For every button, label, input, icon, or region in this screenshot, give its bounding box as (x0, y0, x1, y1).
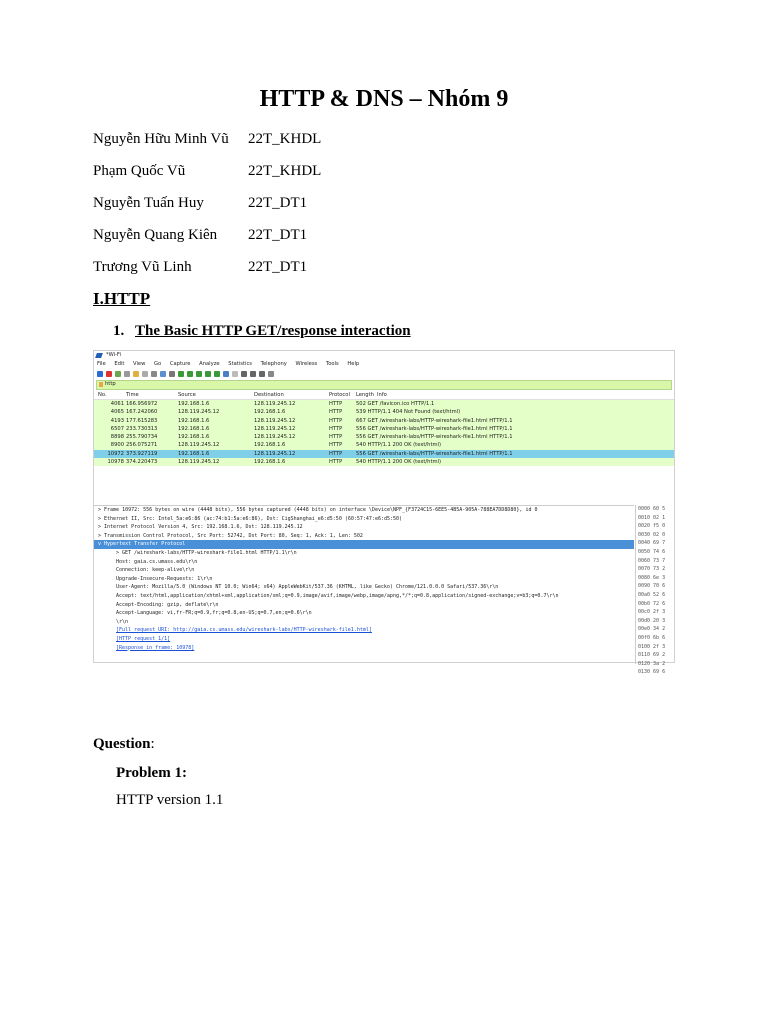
packet-proto: HTTP (329, 425, 343, 432)
col-no[interactable]: No. (98, 392, 107, 398)
packet-row[interactable] (94, 400, 674, 408)
packet-proto: HTTP (329, 401, 343, 407)
display-filter-input[interactable] (96, 380, 672, 390)
detail-line[interactable]: > Ethernet II, Src: Intel_5a:e6:86 (ac:74:b1:5a:e6:86), Dst: CigShanghai_e6:d5:50 (60:57:47:e6:d5:50) (98, 515, 403, 522)
detail-line[interactable]: Accept-Encoding: gzip, deflate\r\n (116, 601, 219, 608)
menu-wireless[interactable]: Wireless (295, 361, 318, 367)
detail-line[interactable]: > GET /wireshark-labs/HTTP-wireshark-file1.html HTTP/1.1\r\n (116, 549, 297, 556)
member-row (93, 227, 307, 244)
col-info[interactable]: Info (377, 392, 387, 398)
packet-dst: 128.119.245.12 (254, 450, 296, 457)
ws-menubar (94, 360, 674, 368)
hex-line: 0060 73 7 (638, 557, 666, 564)
packet-time: 374.220473 (126, 459, 158, 466)
detail-line[interactable]: [Full request URI: http://gaia.cs.umass.edu/wireshark-labs/HTTP-wireshark-file1.html] (116, 627, 372, 634)
options-icon[interactable] (124, 371, 130, 377)
packet-dst: 128.119.245.12 (254, 425, 296, 432)
packet-time: 233.730313 (126, 425, 158, 432)
subsection-title: The Basic HTTP GET/response interaction (135, 323, 411, 339)
zoom-out-icon[interactable] (250, 371, 256, 377)
hex-line: 00b0 72 6 (638, 600, 666, 607)
packet-dst: 192.168.1.6 (254, 442, 286, 449)
col-destination[interactable]: Destination (254, 392, 284, 398)
menu-edit[interactable]: Edit (114, 361, 125, 367)
packet-time: 373.927119 (126, 450, 158, 457)
problem-answer: HTTP version 1.1 (116, 792, 224, 808)
hex-line: 0120 3a 2 (638, 660, 666, 667)
packet-src: 128.119.245.12 (178, 459, 220, 466)
hex-line: 0000 60 5 (638, 506, 666, 512)
find-icon[interactable] (169, 371, 175, 377)
packet-row[interactable] (94, 450, 674, 458)
detail-line[interactable]: > Transmission Control Protocol, Src Port: 52742, Dst Port: 80, Seq: 1, Ack: 1, Len: 502 (98, 532, 363, 539)
detail-line[interactable]: [Response in frame: 10978] (116, 644, 195, 651)
menu-analyze[interactable]: Analyze (199, 361, 220, 367)
packet-info: 540 HTTP/1.1 200 OK (text/html) (356, 459, 442, 466)
subsection-number: 1. (113, 323, 125, 339)
member-class: 22T_KHDL (248, 131, 322, 147)
detail-line[interactable]: Host: gaia.cs.umass.edu\r\n (116, 558, 198, 565)
start-capture-icon[interactable] (97, 371, 103, 377)
menu-statistics[interactable]: Statistics (228, 361, 252, 367)
packet-no: 4061 (110, 401, 124, 407)
member-row (93, 195, 307, 212)
menu-tools[interactable]: Tools (325, 361, 339, 367)
member-name: Trương Vũ Linh (93, 259, 192, 275)
packet-dst: 128.119.245.12 (254, 434, 296, 441)
member-name: Phạm Quốc Vũ (93, 163, 186, 179)
detail-line[interactable]: v Hypertext Transfer Protocol (94, 540, 634, 549)
col-source[interactable]: Source (178, 392, 196, 398)
menu-file[interactable]: File (97, 361, 106, 367)
packet-info: 502 GET /favicon.ico HTTP/1.1 (356, 401, 435, 407)
packet-row[interactable] (94, 425, 674, 433)
packet-info: 539 HTTP/1.1 404 Not Found (text/html) (356, 409, 461, 416)
member-name: Nguyễn Tuấn Huy (93, 195, 204, 211)
packet-proto: HTTP (329, 450, 343, 457)
hex-line: 0110 69 2 (638, 652, 666, 659)
menu-capture[interactable]: Capture (169, 361, 191, 367)
packet-no: 4193 (110, 417, 124, 424)
packet-src: 128.119.245.12 (178, 409, 220, 416)
packet-row[interactable] (94, 417, 674, 425)
packet-info: 556 GET /wireshark-labs/HTTP-wireshark-file1.html HTTP/1.1 (356, 450, 513, 457)
packet-src: 192.168.1.6 (178, 417, 210, 424)
packet-src: 192.168.1.6 (178, 425, 210, 432)
packet-no: 10978 (107, 459, 124, 466)
save-file-icon[interactable] (142, 371, 148, 377)
packet-proto: HTTP (329, 459, 343, 466)
packet-proto: HTTP (329, 417, 343, 424)
packet-no: 4065 (110, 409, 124, 416)
problem-heading: Problem 1: (116, 765, 187, 781)
packet-time: 255.790734 (126, 434, 158, 441)
open-file-icon[interactable] (133, 371, 139, 377)
detail-line[interactable]: > Frame 10972: 556 bytes on wire (4448 bits), 556 bytes captured (4448 bits) on interface \Device\NPF_{F3724C15-6EE5-4B5A-905A-788EA7DD8D80}, id 0 (98, 507, 538, 513)
member-row (93, 259, 307, 276)
col-time[interactable]: Time (126, 392, 139, 398)
packet-row[interactable] (94, 458, 674, 466)
ws-toolbar (94, 368, 674, 379)
hex-line: 00c0 2f 3 (638, 609, 666, 616)
detail-line[interactable]: [HTTP request 1/1] (116, 635, 171, 642)
hex-line: 00f0 6b 6 (638, 634, 666, 641)
bookmark-icon[interactable] (99, 382, 103, 387)
member-name: Nguyễn Quang Kiên (93, 227, 218, 243)
packet-no: 6507 (110, 425, 124, 432)
forward-icon[interactable] (187, 371, 193, 377)
page-title: HTTP & DNS – Nhóm 9 (259, 86, 509, 112)
packet-info: 556 GET /wireshark-labs/HTTP-wireshark-file1.html HTTP/1.1 (356, 434, 513, 441)
packet-proto: HTTP (329, 409, 343, 416)
packet-info: 667 GET /wireshark-labs/HTTP-wireshark-file1.html HTTP/1.1 (356, 417, 513, 424)
ws-titlebar (94, 351, 674, 360)
packet-no: 8898 (110, 434, 124, 441)
subsection-heading (113, 323, 411, 340)
packet-dst: 128.119.245.12 (254, 401, 296, 407)
hex-line: 0010 02 1 (638, 514, 666, 521)
detail-line[interactable]: Connection: keep-alive\r\n (116, 567, 195, 574)
resize-columns-icon[interactable] (268, 371, 274, 377)
packet-time: 256.075271 (126, 442, 158, 449)
member-name: Nguyễn Hữu Minh Vũ (93, 131, 229, 147)
colorize-icon[interactable] (232, 371, 238, 377)
packet-row[interactable] (94, 433, 674, 441)
last-packet-icon[interactable] (214, 371, 220, 377)
packet-time: 167.242060 (126, 409, 158, 416)
wireshark-screenshot (93, 350, 675, 676)
packet-row[interactable] (94, 408, 674, 416)
restart-capture-icon[interactable] (115, 371, 121, 377)
hex-line: 0040 69 7 (638, 540, 666, 547)
filter-text: http (105, 381, 116, 387)
packet-src: 128.119.245.12 (178, 442, 220, 449)
question-text: Question (93, 736, 151, 752)
zoom-normal-icon[interactable] (259, 371, 265, 377)
menu-go[interactable]: Go (154, 361, 162, 367)
packet-dst: 192.168.1.6 (254, 459, 286, 466)
packet-src: 192.168.1.6 (178, 401, 210, 407)
detail-line[interactable]: Accept-Language: vi,fr-FR;q=0.9,fr;q=0.8,en-US;q=0.7,en;q=0.6\r\n (116, 610, 312, 617)
hex-line: 0020 f5 0 (638, 523, 666, 530)
hex-line: 0090 70 6 (638, 583, 666, 590)
member-row (93, 163, 321, 180)
reload-icon[interactable] (160, 371, 166, 377)
wireshark-fin-icon (95, 353, 103, 358)
detail-line[interactable]: User-Agent: Mozilla/5.0 (Windows NT 10.0; Win64; x64) AppleWebKit/537.36 (KHTML, like Gecko) Chrome/121.0.0.0 Safari/537.36\r\n (116, 584, 499, 591)
zoom-in-icon[interactable] (241, 371, 247, 377)
packet-no: 8900 (110, 442, 124, 449)
packet-proto: HTTP (329, 442, 343, 449)
packet-src: 192.168.1.6 (178, 450, 210, 457)
packet-dst: 192.168.1.6 (254, 409, 286, 416)
detail-line[interactable]: \r\n (116, 618, 129, 625)
packet-no: 10972 (107, 450, 124, 457)
stop-capture-icon[interactable] (106, 371, 112, 377)
hex-line: 00a0 52 6 (638, 591, 666, 598)
packet-row[interactable] (94, 441, 674, 449)
first-packet-icon[interactable] (205, 371, 211, 377)
packet-time: 177.615283 (126, 417, 158, 424)
hex-line: 00e0 34 2 (638, 626, 666, 633)
hex-line: 0130 69 6 (638, 669, 666, 676)
detail-line[interactable]: Upgrade-Insecure-Requests: 1\r\n (116, 575, 213, 582)
hex-line: 00d0 20 3 (638, 617, 666, 624)
hex-line: 0050 74 6 (638, 548, 666, 555)
section-heading: I.HTTP (93, 289, 151, 308)
menu-view[interactable]: View (133, 361, 146, 367)
packet-proto: HTTP (329, 434, 343, 441)
packet-bytes-pane (635, 505, 677, 676)
packet-info: 556 GET /wireshark-labs/HTTP-wireshark-file1.html HTTP/1.1 (356, 425, 513, 432)
hex-line: 0070 73 2 (638, 566, 666, 573)
packet-details-pane (94, 505, 634, 665)
ws-window-title: *Wi-Fi (106, 352, 121, 358)
packet-dst: 128.119.245.12 (254, 417, 296, 424)
question-label (93, 736, 155, 753)
member-class: 22T_DT1 (248, 227, 308, 243)
member-class: 22T_KHDL (248, 163, 322, 179)
back-icon[interactable] (178, 371, 184, 377)
autoscroll-icon[interactable] (223, 371, 229, 377)
packet-src: 192.168.1.6 (178, 434, 210, 441)
menu-help[interactable]: Help (347, 361, 360, 367)
packet-list (94, 400, 674, 466)
hex-line: 0030 02 0 (638, 531, 666, 538)
packet-list-header (94, 391, 674, 400)
close-file-icon[interactable] (151, 371, 157, 377)
member-row (93, 131, 321, 148)
col-protocol[interactable]: Protocol (329, 392, 350, 398)
hex-line: 0100 2f 3 (638, 643, 666, 650)
packet-info: 540 HTTP/1.1 200 OK (text/html) (356, 442, 442, 449)
detail-line[interactable]: Accept: text/html,application/xhtml+xml,application/xml;q=0.9,image/avif,image/webp,image/apng,*/*;q=0.8,application/signed-exchange;v=b3;q=0.7\r\n (116, 592, 559, 599)
member-class: 22T_DT1 (248, 259, 308, 275)
goto-packet-icon[interactable] (196, 371, 202, 377)
question-colon: : (150, 736, 155, 752)
detail-line[interactable]: > Internet Protocol Version 4, Src: 192.168.1.6, Dst: 128.119.245.12 (98, 524, 303, 531)
packet-time: 166.956972 (126, 401, 158, 407)
menu-telephony[interactable]: Telephony (260, 361, 287, 367)
member-class: 22T_DT1 (248, 195, 308, 211)
hex-line: 0080 6e 3 (638, 574, 666, 581)
col-length[interactable]: Length (356, 392, 374, 398)
